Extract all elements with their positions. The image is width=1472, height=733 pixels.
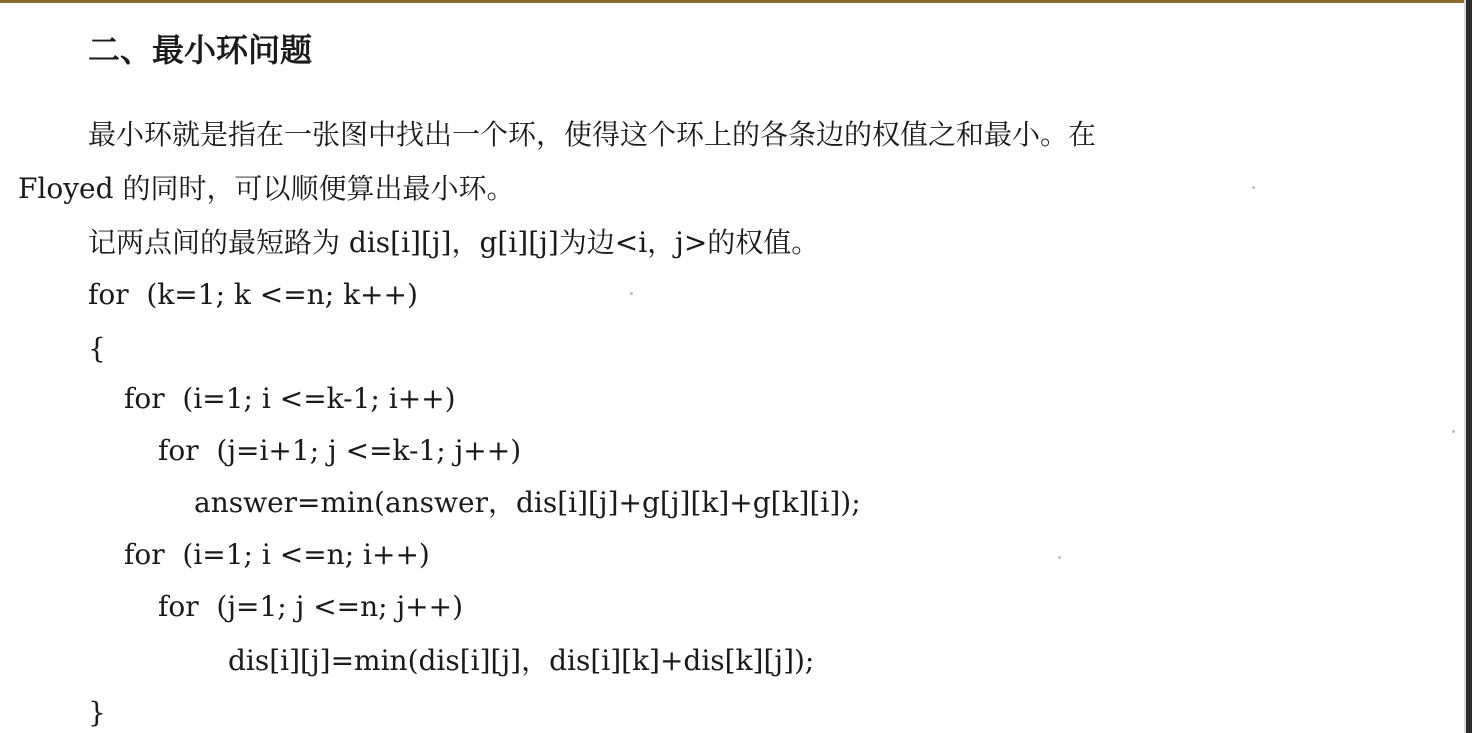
code-line-outer-for: for (k=1; k <=n; k++) [88,278,418,311]
code-line-for-j-1: for (j=i+1; j <=k-1; j++) [158,434,522,467]
top-border-rule [0,0,1472,3]
paragraph-line-1: 最小环就是指在一张图中找出一个环，使得这个环上的各条边的权值之和最小。在 [88,118,1097,151]
code-line-for-j-2: for (j=1; j <=n; j++) [158,590,464,623]
code-line-for-i-1: for (i=1; i <=k-1; i++) [124,382,456,415]
code-line-close-brace: } [88,696,106,729]
code-line-dis-update: dis[i][j]=min(dis[i][j]，dis[i][k]+dis[k][j]); [228,644,815,677]
scan-speck [1452,430,1455,433]
code-line-for-i-2: for (i=1; i <=n; i++) [124,538,430,571]
paragraph-line-3: 记两点间的最短路为 dis[i][j]，g[i][j]为边<i，j>的权值。 [88,226,820,259]
code-line-answer: answer=min(answer，dis[i][j]+g[j][k]+g[k][i]); [194,486,861,519]
scan-speck [1252,186,1255,189]
code-line-open-brace: { [88,332,106,365]
scan-speck [630,292,633,295]
section-heading: 二、最小环问题 [88,31,313,69]
scan-speck [1058,556,1061,559]
right-edge-bar [1466,0,1472,733]
paragraph-line-2: Floyed 的同时，可以顺便算出最小环。 [18,172,515,205]
